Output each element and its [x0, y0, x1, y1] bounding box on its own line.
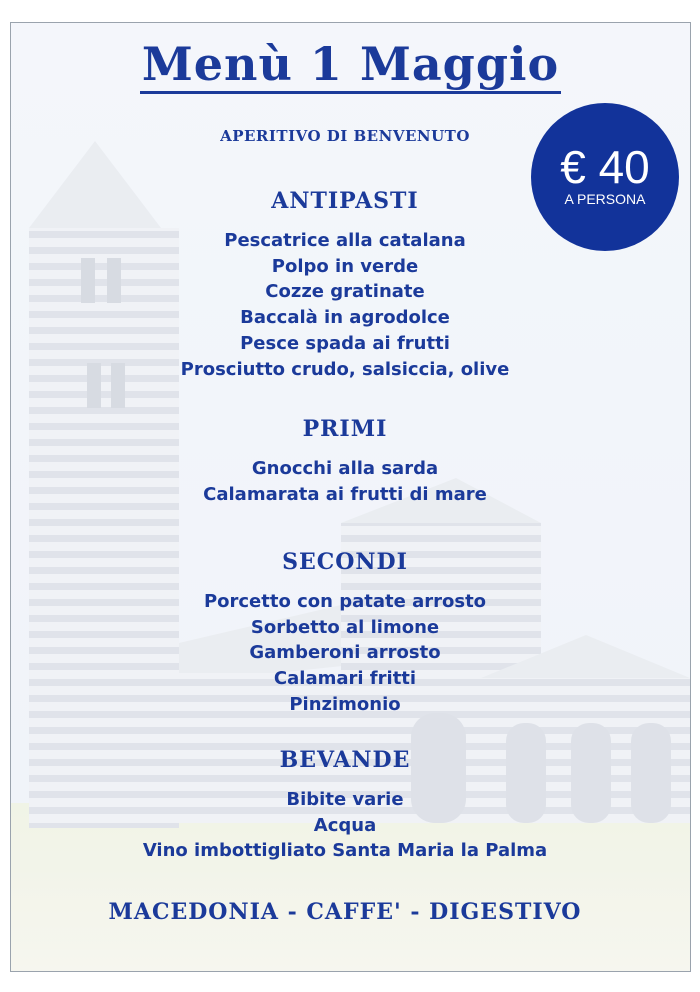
section-antipasti	[11, 184, 679, 382]
dish-item: Pescatrice alla catalana	[224, 230, 466, 251]
dish-list	[11, 456, 679, 507]
section-title: PRIMI	[302, 416, 388, 442]
dish-list	[11, 589, 679, 718]
menu-title-text: Menù 1 Maggio	[140, 37, 561, 94]
dish-item: Calamarata ai frutti di mare	[203, 483, 487, 505]
section-title: SECONDI	[282, 549, 408, 575]
dish-item: Acqua	[313, 814, 377, 836]
dish-list	[11, 228, 679, 382]
section-bevande	[11, 743, 679, 864]
menu-page	[10, 22, 691, 972]
section-secondi	[11, 545, 679, 718]
dish-item: Bibite varie	[286, 789, 404, 810]
dish-item: Pesce spada ai frutti	[240, 332, 450, 354]
section-title: ANTIPASTI	[271, 188, 419, 214]
dish-item: Porcetto con patate arrosto	[203, 591, 487, 612]
section-primi	[11, 412, 679, 507]
price-amount: € 40	[560, 141, 650, 193]
dish-list	[11, 787, 679, 864]
dish-item: Polpo in verde	[271, 255, 419, 277]
dish-item: Vino imbottigliato Santa Maria la Palma	[142, 840, 548, 862]
dish-item: Calamari fritti	[273, 668, 417, 690]
dish-item: Cozze gratinate	[265, 281, 425, 303]
price-note: A PERSONA	[564, 191, 646, 207]
dish-item: Sorbetto al limone	[250, 616, 440, 638]
dish-item: Gamberoni arrosto	[249, 642, 441, 664]
dish-item: Baccalà in agrodolce	[240, 307, 450, 329]
dish-item: Pinzimonio	[289, 693, 401, 715]
dish-item: Gnocchi alla sarda	[251, 458, 439, 479]
welcome-aperitif: APERITIVO DI BENVENUTO	[220, 127, 470, 145]
section-title: BEVANDE	[279, 747, 411, 773]
menu-footer: MACEDONIA - CAFFE' - DIGESTIVO	[108, 899, 582, 925]
dish-item: Prosciutto crudo, salsiccia, olive	[180, 358, 510, 380]
menu-title	[11, 37, 690, 91]
